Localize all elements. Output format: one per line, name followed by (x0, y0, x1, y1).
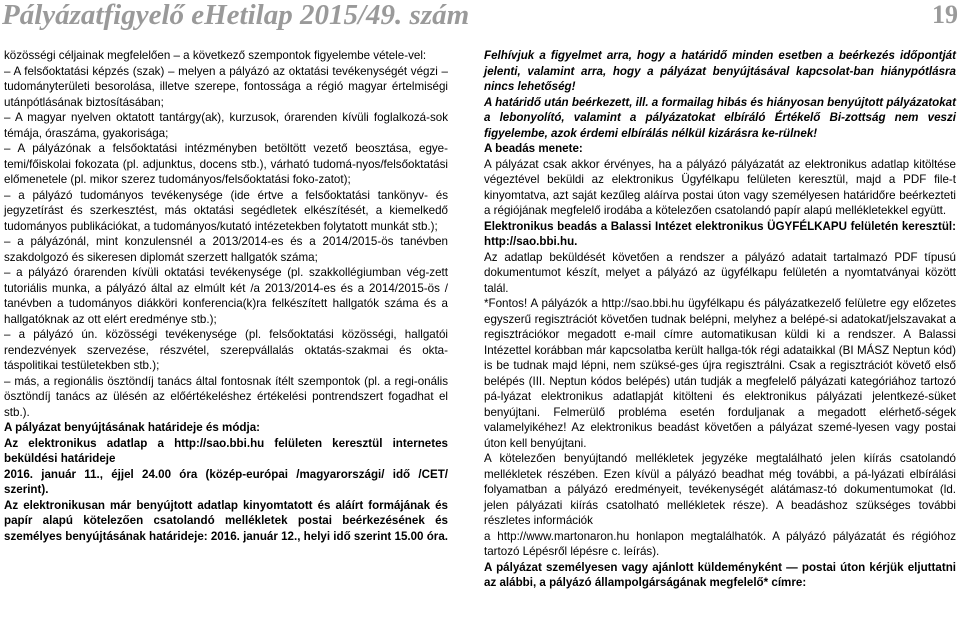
right-column (484, 48, 956, 591)
paragraph: a http://www.martonaron.hu honlapon megtalálhatók. A pályázó pályázatát és régióhoz tartozó Lépésről lépésre c. leírás). (484, 529, 956, 558)
paragraph-bold: A pályázat személyesen vagy ajánlott küldeményként — postai úton kérjük eljuttatni az alábbi, a pályázó állampolgárságának megfelelő* címre: (484, 560, 956, 589)
notice: A határidő után beérkezett, ill. a formailag hibás és hiányosan benyújtott pályázatokat a lebonyolító, valamint a pályázatokat elbíráló Értékelő Bi-zottság nem veszi figyelembe, azok érdemi elbírálás nélkül kizárásra ke-rülnek! (484, 95, 956, 140)
list-item: – a pályázó órarenden kívüli oktatási tevékenysége (pl. szakkollégiumban vég-zett tutoriális munka, a pályázó által az elmúlt két /a 2013/2014-es és a 2014/2015-ös / tanévben a tudományos diákköri konferencia(k)ra felkészített hallgatók száma és a hallgatóknak az ott elért eredménye stb.); (4, 266, 448, 326)
list-item: – A magyar nyelven oktatott tantárgy(ak), kurzusok, órarenden kívüli foglalkozá-sok témája, óraszáma, gyakorisága; (4, 111, 448, 140)
list-item: – más, a regionális ösztöndíj tanács által fontosnak ítélt szempontok (pl. a regi-onális ösztöndíj tanács az ülésén az előértékeléshez értékelési pontrendszert fogadhat el stb.). (4, 374, 448, 419)
section-heading: A pályázat benyújtásának határideje és módja: (4, 421, 261, 434)
page-number: 19 (932, 0, 958, 29)
paragraph-bold: Az elektronikus adatlap a http://sao.bbi.hu felületen keresztül internetes beküldési határideje (4, 436, 448, 465)
notice: Felhívjuk a figyelmet arra, hogy a határidő minden esetben a beérkezés időpontját jelenti, valamint arra, hogy a pályázat benyújtásával kapcsolat-ban hiánypótlásra nincs lehetőség! (484, 49, 956, 93)
list-item: – a pályázónál, mint konzulensnél a 2013/2014-es és a 2014/2015-ös tanévben szakdolgozó és sikeresen diplomát szerzett hallgatók száma; (4, 235, 448, 264)
paragraph: *Fontos! A pályázók a http://sao.bbi.hu ügyfélkapu és pályázatkezelő felületre egy előzetes egyszerű regisztrációt követően tudnak belépni, melyhez a belépé-si adatokat/jelszavakat a regisztrációkor megadott e-mail címre automatikusan küldi ki a rendszer. A Balassi Intézettel korábban már kapcsolatba került hallga-tók régi adataikkal (BI MÁSZ Neptun kód) is be tudnak majd lépni, nem szüksé-ges újra regisztrálni. Csak a regisztrációt követő első belépés (III. Neptun kódos belépés) után tudják a megfelelő pályázati kategóriához tartozó pá-lyázat elektronikus adatlapját kitölteni és elektronikus pályázati jelentkezé-süket benyújtani. Felmerülő probléma esetén forduljanak a megadott elérhető-ségek valamelyikéhez! Az elektronikus beadást követően a pályázat szemé-lyesen vagy postai úton kell benyújtani. (484, 297, 956, 450)
list-item: – a pályázó tudományos tevékenysége (ide értve a felsőoktatási tankönyv- és jegyzetírást és szerkesztést, más oktatási segédletek elkészítését, a kiemelkedő tudományos publikációkat, a tudományos/kutató intézetekben folytatott munkát stb.); (4, 188, 448, 233)
page-header (0, 0, 960, 38)
list-item: – A pályázónak a felsőoktatási intézményben betöltött vezető beosztása, egye-temi/főiskolai fokozata (pl. adjunktus, docens stb.), várható tudomá-nyos/felsőoktatási előmenetele (pl. mikor szerez tudományos/felsőoktatási foko-zatot); (4, 142, 448, 186)
left-column (4, 48, 448, 544)
deadline: 2016. január 11., éjjel 24.00 óra (közép-európai /magyarországi/ idő /CET/ szerint). (4, 467, 448, 496)
paragraph: A kötelezően benyújtandó mellékletek jegyzéke megtalálható jelen kiírás csatolandó mellékletek részében. Ezen kívül a pályázó beadhat még további, a pá-lyázati elbírálási folyamatban a pályázó eredményeit, tevékenységét alátámasz-tó dokumentumokat (ld. jelen pályázati kiírás csatolható mellékletek része). A beadáshoz szükséges további részletes információk (484, 452, 956, 527)
paragraph: Az adatlap beküldését követően a rendszer a pályázó adatait tartalmazó PDF típusú dokumentumot készít, melyet a pályázó az ügyfélkapu felületén a nyomtatványai között talál. (484, 250, 956, 295)
list-item: – a pályázó ún. közösségi tevékenysége (pl. felsőoktatási közösségi, hallgatói rendezvények szervezése, részvétel, szerepvállalás oktatás-szakmai és okta-táspolitikai testületekben stb.); (4, 328, 448, 372)
header-title: Pályázatfigyelő eHetilap 2015/49. szám (2, 0, 470, 31)
section-heading: A beadás menete: (484, 142, 583, 155)
paragraph: A pályázat csak akkor érvényes, ha a pályázó pályázatát az elektronikus adatlap kitöltése végeztével beküldi az elektronikus Ügyfélkapu felületen keresztül, majd a PDF file-t kinyomtatva, azt saját kezűleg aláírva postai úton vagy személyesen határidőre beérkezteti a régiójának megfelelő irodába a kötelezően csatolandó papír alapú mellékletekkel együtt. (484, 157, 956, 217)
paragraph-bold: Elektronikus beadás a Balassi Intézet elektronikus ÜGYFÉLKAPU felületén keresztül: http://sao.bbi.hu. (484, 219, 956, 248)
paragraph: közösségi céljainak megfelelően – a következő szempontok figyelembe vétele-vel: (4, 49, 427, 62)
paragraph-bold: Az elektronikusan már benyújtott adatlap kinyomtatott és aláírt formájának és papír alapú kötelezően csatolandó mellékletek postai beérkezésének és személyes benyújtásának határideje: 2016. január 12., helyi idő szerint 15.00 óra. (4, 498, 448, 543)
list-item: – A felsőoktatási képzés (szak) – melyen a pályázó az oktatási tevékenységét végzi – tudományterületi besorolása, illetve szerepe, fontossága a régió magyar értelmiségi utánpótlásának biztosításában; (4, 64, 448, 109)
